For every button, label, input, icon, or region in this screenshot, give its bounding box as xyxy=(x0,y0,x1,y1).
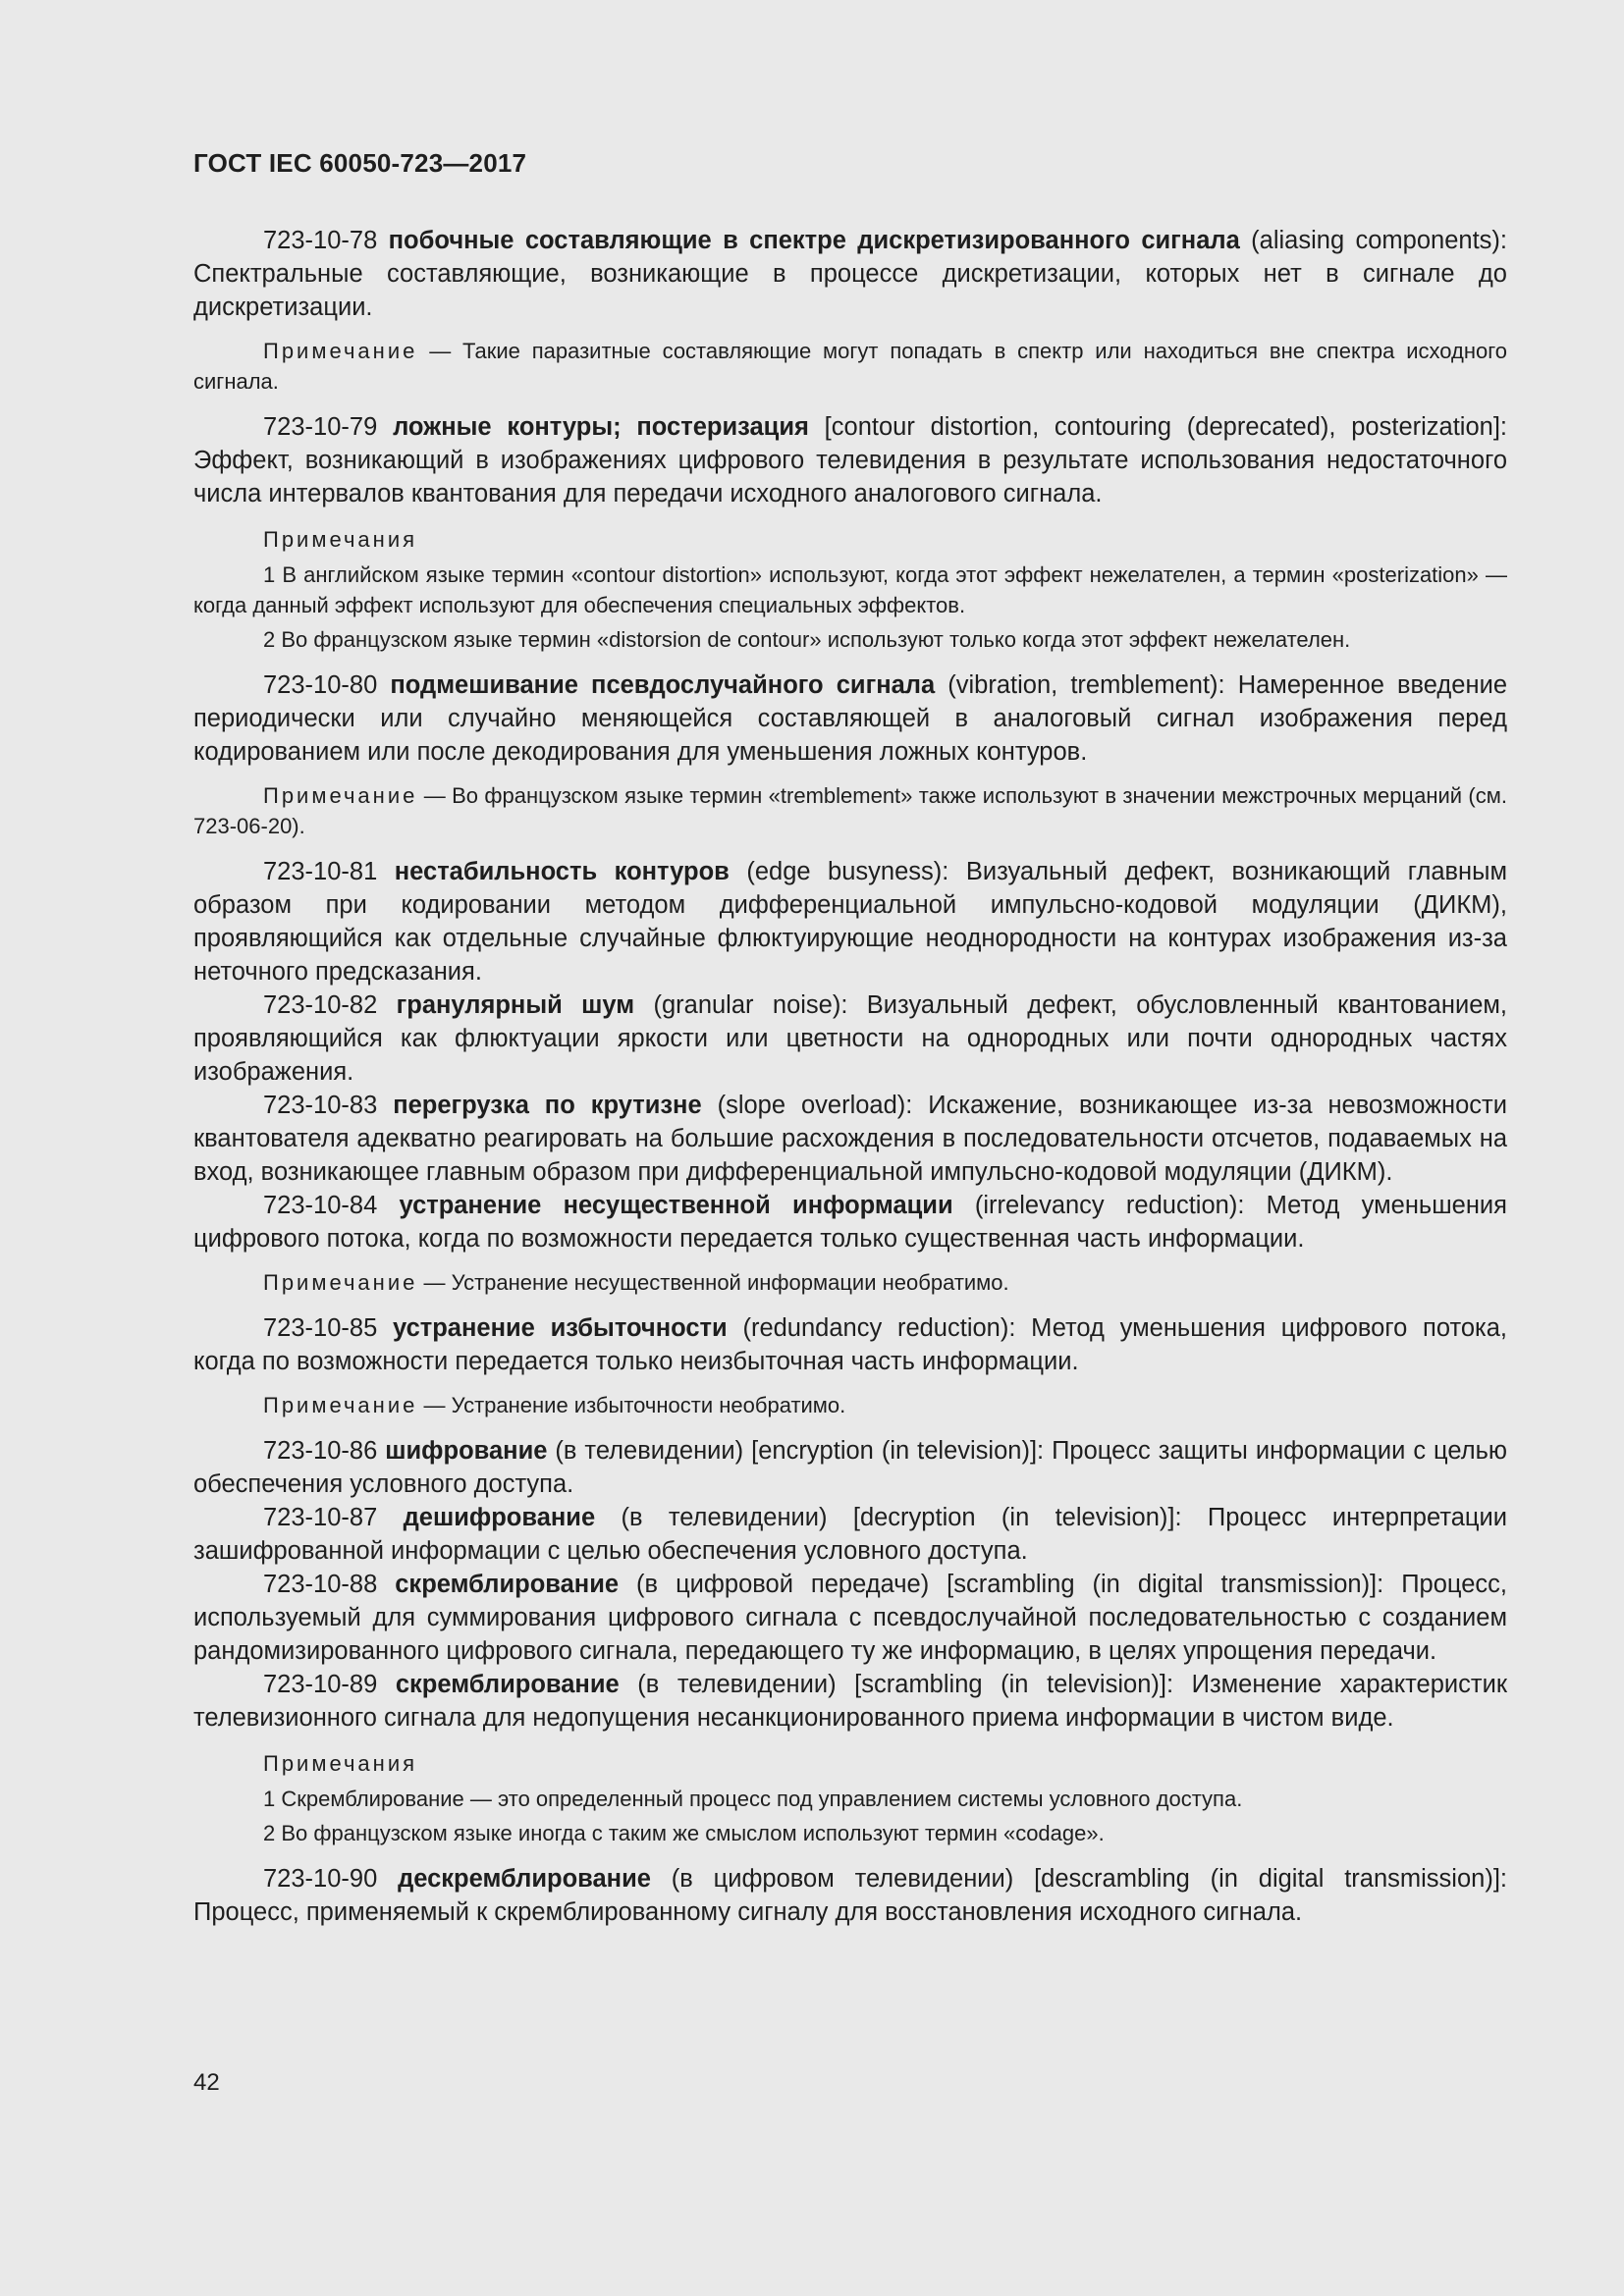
term-definition: (redundancy reduction): Метод уменьшения цифрового потока, когда по возможности передается только неизбыточная часть информации. xyxy=(193,1314,1507,1375)
term-number: 723-10-87 xyxy=(263,1504,378,1531)
note-label: Примечание xyxy=(263,1270,418,1295)
term-entry xyxy=(193,1862,1507,1929)
term-number: 723-10-86 xyxy=(263,1437,378,1465)
term-entry xyxy=(193,1434,1507,1501)
notes-heading: Примечания xyxy=(263,527,418,552)
note-text: — Во французском языке термин «tremblement» также используют в значении межстрочных мерцаний (см. 723-06-20). xyxy=(193,783,1507,838)
term-name: устранение несущественной информации xyxy=(399,1192,953,1219)
note-text: — Устранение несущественной информации необратимо. xyxy=(417,1270,1009,1295)
term-definition: (в цифровом телевидении) [descrambling (in digital transmission)]: Процесс, применяемый к скремблированному сигналу для восстановления исходного сигнала. xyxy=(193,1865,1507,1926)
terms-list xyxy=(193,224,1507,1929)
term-entry xyxy=(193,855,1507,988)
term-definition: (granular noise): Визуальный дефект, обусловленный квантованием, проявляющийся как флюктуации яркости или цветности на однородных или почти однородных частях изображения. xyxy=(193,991,1507,1086)
term-name: подмешивание псевдослучайного сигнала xyxy=(390,671,936,699)
note-item: 1 Скремблирование — это определенный процесс под управлением системы условного доступа. xyxy=(263,1787,1243,1811)
note-item: 2 Во французском языке иногда с таким же смыслом используют термин «codage». xyxy=(263,1821,1105,1845)
term-name: шифрование xyxy=(385,1437,548,1465)
page-number: 42 xyxy=(193,2069,220,2096)
term-entry xyxy=(193,1668,1507,1735)
term-name: ложные контуры; постеризация xyxy=(393,413,809,441)
term-definition: (irrelevancy reduction): Метод уменьшения цифрового потока, когда по возможности передается только существенная часть информации. xyxy=(193,1192,1507,1253)
term-number: 723-10-83 xyxy=(263,1092,378,1119)
document-id: ГОСТ IEC 60050-723—2017 xyxy=(193,148,527,178)
notes-heading: Примечания xyxy=(263,1751,418,1776)
note-text: — Такие паразитные составляющие могут попадать в спектр или находиться вне спектра исходного сигнала. xyxy=(193,339,1507,394)
term-number: 723-10-85 xyxy=(263,1314,378,1342)
note-item: 2 Во французском языке термин «distorsion de contour» используют только когда этот эффект нежелателен. xyxy=(263,627,1351,652)
term-note xyxy=(193,1267,1507,1298)
note-label: Примечание xyxy=(263,339,418,363)
term-name: дескремблирование xyxy=(398,1865,651,1893)
term-name: устранение избыточности xyxy=(393,1314,728,1342)
term-entry xyxy=(193,410,1507,510)
term-note xyxy=(193,780,1507,841)
term-number: 723-10-80 xyxy=(263,671,378,699)
term-entry xyxy=(193,224,1507,324)
term-number: 723-10-88 xyxy=(263,1571,378,1598)
term-name: нестабильность контуров xyxy=(394,858,730,885)
term-number: 723-10-90 xyxy=(263,1865,378,1893)
term-entry xyxy=(193,1501,1507,1568)
term-note xyxy=(193,1390,1507,1420)
term-name: гранулярный шум xyxy=(396,991,635,1019)
term-definition: (в цифровой передаче) [scrambling (in digital transmission)]: Процесс, используемый для суммирования цифрового сигнала с псевдослучайной последовательностью с созданием рандомизированного цифрового сигнала, передающего ту же информацию, в целях упрощения передачи. xyxy=(193,1571,1507,1665)
term-number: 723-10-82 xyxy=(263,991,378,1019)
term-definition: (edge busyness): Визуальный дефект, возникающий главным образом при кодировании методом дифференциальной импульсно-кодовой модуляции (ДИКМ), проявляющийся как отдельные случайные флюктуирующие неоднородности на контурах изображения из-за неточного предсказания. xyxy=(193,858,1507,986)
term-note xyxy=(193,336,1507,397)
term-definition: (в телевидении) [encryption (in television)]: Процесс защиты информации с целью обеспечения условного доступа. xyxy=(193,1437,1507,1498)
term-number: 723-10-78 xyxy=(263,227,378,254)
term-entry xyxy=(193,1568,1507,1668)
term-entry xyxy=(193,1089,1507,1189)
note-item: 1 В английском языке термин «contour distortion» используют, когда этот эффект нежелателен, а термин «posterization» — когда данный эффект используют для обеспечения специальных эффектов. xyxy=(193,562,1507,617)
note-text: — Устранение избыточности необратимо. xyxy=(417,1393,846,1417)
term-entry xyxy=(193,1189,1507,1255)
term-name: дешифрование xyxy=(403,1504,596,1531)
term-definition: (в телевидении) [scrambling (in television)]: Изменение характеристик телевизионного сигнала для недопущения несанкционированного приема информации в чистом виде. xyxy=(193,1671,1507,1732)
term-number: 723-10-81 xyxy=(263,858,378,885)
term-name: скремблирование xyxy=(395,1571,620,1598)
term-definition: (aliasing components): Спектральные составляющие, возникающие в процессе дискретизации, которых нет в сигнале до дискретизации. xyxy=(193,227,1507,321)
term-definition: (slope overload): Искажение, возникающее из-за невозможности квантователя адекватно реагировать на большие расхождения в последовательности отсчетов, подаваемых на вход, возникающее главным образом при дифференциальной импульсно-кодовой модуляции (ДИКМ). xyxy=(193,1092,1507,1186)
term-entry xyxy=(193,1311,1507,1378)
term-definition: (в телевидении) [decryption (in television)]: Процесс интерпретации зашифрованной информации с целью обеспечения условного доступа. xyxy=(193,1504,1507,1565)
note-label: Примечание xyxy=(263,1393,418,1417)
term-name: побочные составляющие в спектре дискретизированного сигнала xyxy=(388,227,1240,254)
note-label: Примечание xyxy=(263,783,418,808)
term-number: 723-10-89 xyxy=(263,1671,378,1698)
term-definition: [contour distortion, contouring (deprecated), posterization]: Эффект, возникающий в изображениях цифрового телевидения в результате использования недостаточного числа интервалов квантования для передачи исходного аналогового сигнала. xyxy=(193,413,1507,507)
term-definition: (vibration, tremblement): Намеренное введение периодически или случайно меняющейся составляющей в аналоговый сигнал изображения перед кодированием или после декодирования для уменьшения ложных контуров. xyxy=(193,671,1507,766)
term-number: 723-10-79 xyxy=(263,413,378,441)
term-entry xyxy=(193,988,1507,1089)
term-name: скремблирование xyxy=(395,1671,620,1698)
term-number: 723-10-84 xyxy=(263,1192,378,1219)
term-name: перегрузка по крутизне xyxy=(393,1092,702,1119)
term-entry xyxy=(193,668,1507,769)
